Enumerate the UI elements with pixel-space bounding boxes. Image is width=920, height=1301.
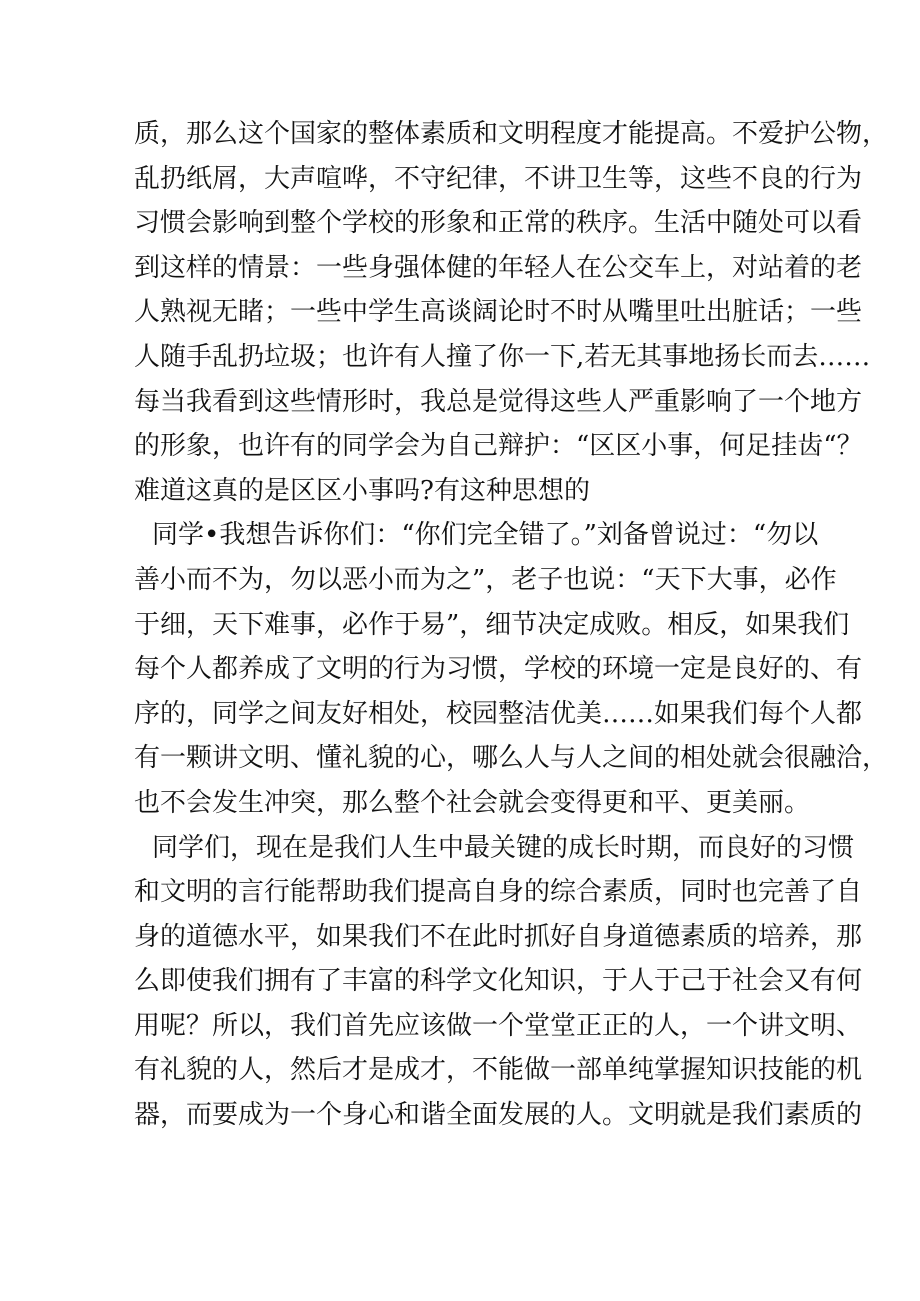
- text-line: 质，那么这个国家的整体素质和文明程度才能提高。不爱护公物，: [134, 119, 889, 149]
- text-line: 身的道德水平，如果我们不在此时抓好自身道德素质的培养，那: [134, 921, 863, 952]
- text-line: 习惯会影响到整个学校的形象和正常的秩序。生活中随处可以看: [134, 208, 863, 239]
- text-line: 同学们，现在是我们人生中最关键的成长时期，而良好的习惯: [152, 832, 855, 863]
- text-line: 每个人都养成了文明的行为习惯，学校的环境一定是良好的、有: [134, 654, 863, 685]
- text-line: 人随手乱扔垃圾；也许有人撞了你一下,若无其事地扬长而去……: [134, 341, 871, 372]
- text-line: 也不会发生冲突，那么整个社会就会变得更和平、更美丽。: [134, 787, 811, 818]
- text-line: 同学•我想告诉你们：“你们完全错了。”刘备曾说过：“勿以: [152, 520, 819, 551]
- text-line: 器，而要成为一个身心和谐全面发展的人。文明就是我们素质的: [134, 1100, 863, 1131]
- text-line: 人熟视无睹；一些中学生高谈阔论时不时从嘴里吐出脏话；一些: [134, 297, 863, 328]
- text-line: 么即使我们拥有了丰富的科学文化知识，于人于己于社会又有何: [134, 966, 863, 997]
- text-line: 善小而不为，勿以恶小而为之”，老子也说：“天下大事，必作: [134, 564, 837, 595]
- text-line: 用呢？所以，我们首先应该做一个堂堂正正的人，一个讲文明、: [134, 1010, 863, 1041]
- text-line: 序的，同学之间友好相处，校园整洁优美……如果我们每个人都: [134, 698, 863, 729]
- text-line: 有一颗讲文明、懂礼貌的心，哪么人与人之间的相处就会很融洽，: [134, 743, 889, 774]
- text-line: 于细，天下难事，必作于易”，细节决定成败。相反，如果我们: [134, 609, 850, 640]
- text-line: 难道这真的是区区小事吗?有这种思想的: [134, 475, 590, 506]
- text-line: 到这样的情景：一些身强体健的年轻人在公交车上，对站着的老: [134, 252, 863, 283]
- text-line: 乱扔纸屑，大声喧哗，不守纪律，不讲卫生等，这些不良的行为: [134, 163, 863, 194]
- text-line: 有礼貌的人，然后才是成才，不能做一部单纯掌握知识技能的机: [134, 1055, 863, 1086]
- text-line: 每当我看到这些情形时，我总是觉得这些人严重影响了一个地方: [134, 386, 863, 417]
- text-line: 和文明的言行能帮助我们提高自身的综合素质，同时也完善了自: [134, 877, 863, 908]
- text-line: 的形象，也许有的同学会为自己辩护：“区区小事，何足挂齿“？: [134, 431, 863, 462]
- document-body: [134, 112, 889, 1138]
